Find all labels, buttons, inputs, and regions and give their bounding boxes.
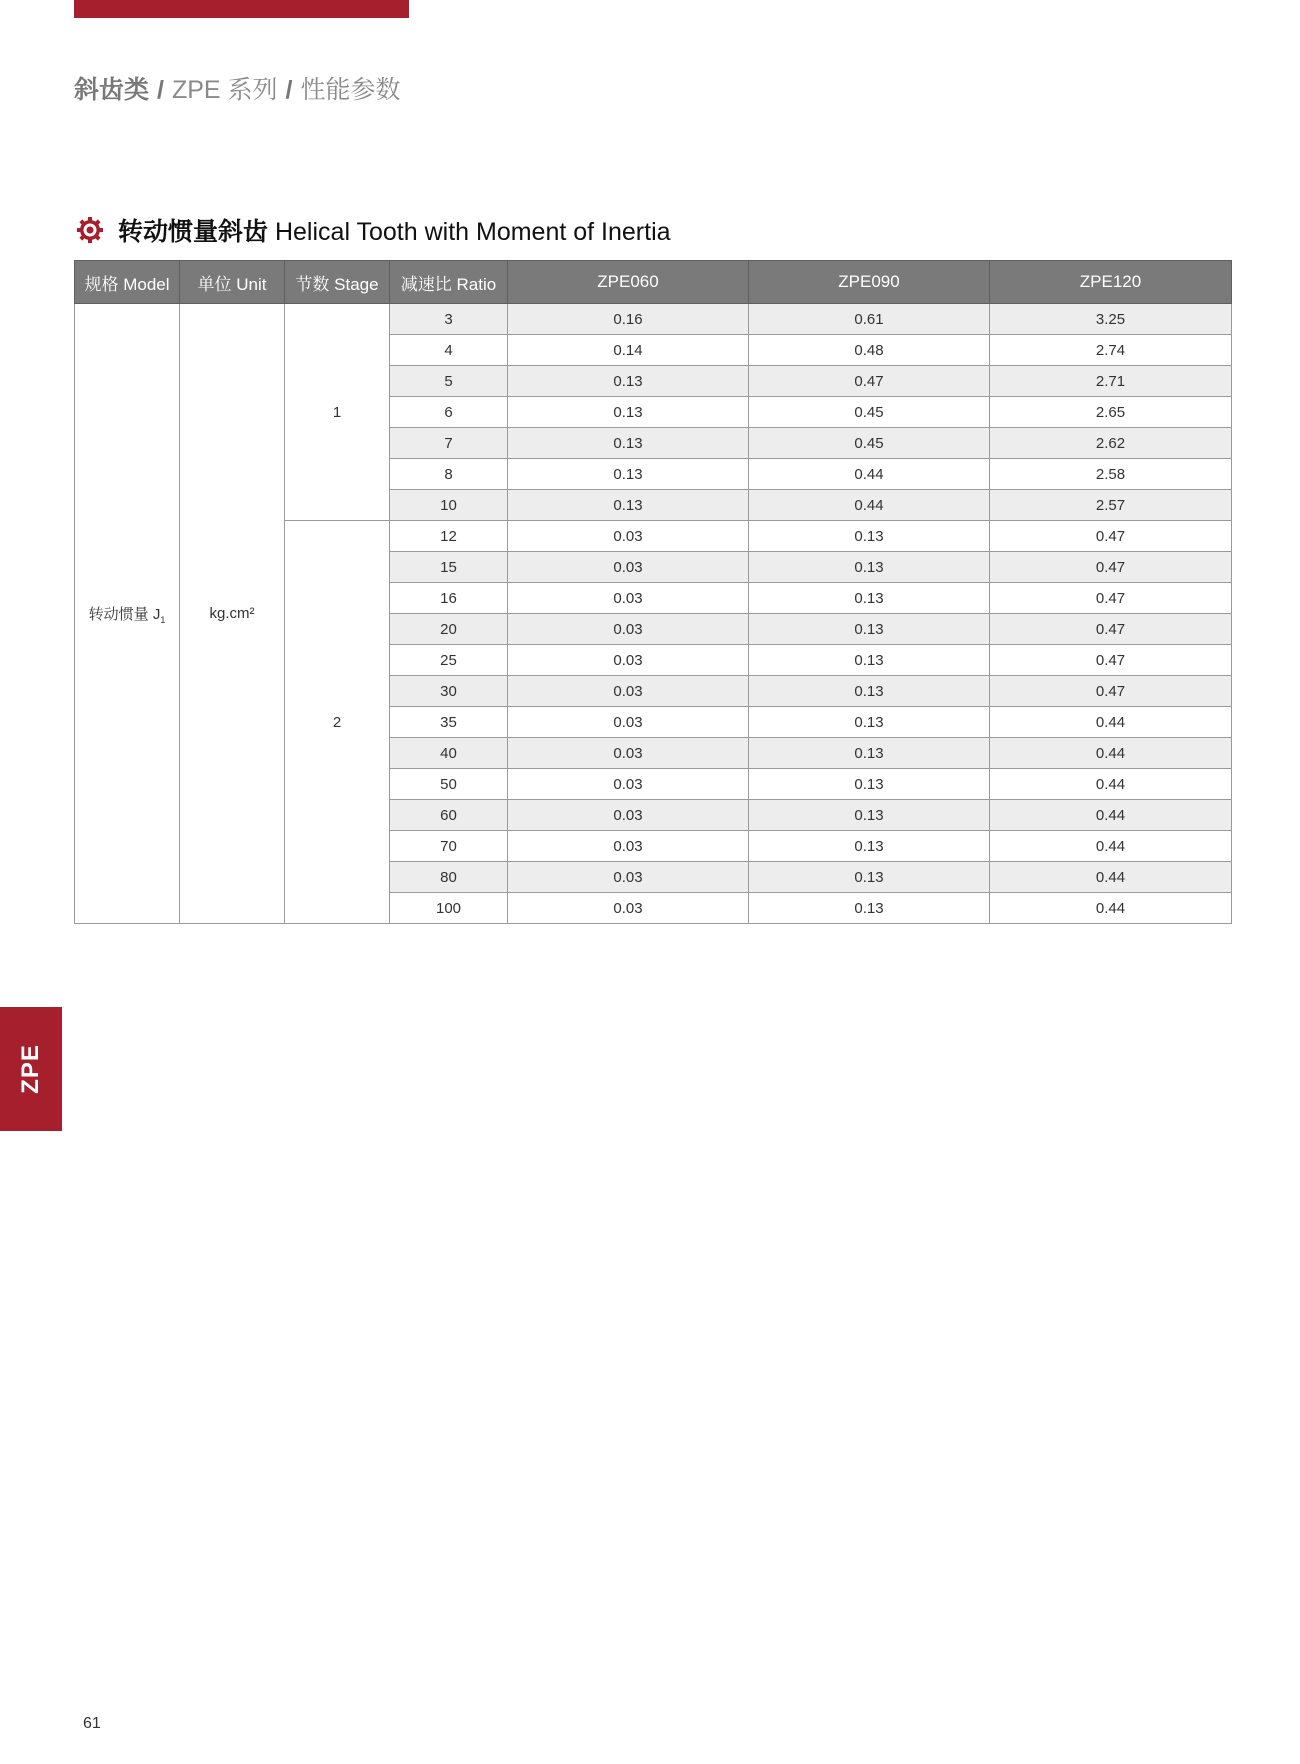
value-cell: 2.57 xyxy=(990,490,1232,521)
value-cell: 0.44 xyxy=(990,738,1232,769)
breadcrumb-separator: / xyxy=(157,76,164,104)
value-cell: 0.14 xyxy=(508,335,749,366)
inertia-table xyxy=(74,260,1232,924)
value-cell: 0.47 xyxy=(749,366,990,397)
header-zpe060: ZPE060 xyxy=(508,261,749,304)
table-header-row xyxy=(75,261,1232,304)
model-subscript: 1 xyxy=(160,614,166,625)
value-cell: 0.03 xyxy=(508,738,749,769)
value-cell: 0.61 xyxy=(749,304,990,335)
page-number: 61 xyxy=(83,1715,101,1732)
value-cell: 2.71 xyxy=(990,366,1232,397)
model-cell xyxy=(75,304,180,924)
ratio-cell: 20 xyxy=(390,614,508,645)
value-cell: 0.47 xyxy=(990,614,1232,645)
value-cell: 0.13 xyxy=(508,428,749,459)
value-cell: 0.13 xyxy=(749,862,990,893)
breadcrumb-separator: / xyxy=(285,76,293,104)
stage-cell: 2 xyxy=(285,521,390,924)
section-title xyxy=(76,212,671,248)
value-cell: 0.47 xyxy=(990,552,1232,583)
value-cell: 0.03 xyxy=(508,893,749,924)
value-cell: 0.13 xyxy=(508,490,749,521)
value-cell: 0.47 xyxy=(990,583,1232,614)
section-title-cn: 转动惯量斜齿 xyxy=(118,218,269,246)
value-cell: 0.03 xyxy=(508,583,749,614)
value-cell: 0.13 xyxy=(749,800,990,831)
header-model: 规格 Model xyxy=(75,261,180,304)
value-cell: 0.03 xyxy=(508,800,749,831)
value-cell: 0.45 xyxy=(749,397,990,428)
value-cell: 0.44 xyxy=(990,707,1232,738)
gear-icon xyxy=(76,216,104,244)
value-cell: 0.03 xyxy=(508,521,749,552)
value-cell: 0.13 xyxy=(749,552,990,583)
value-cell: 0.13 xyxy=(508,366,749,397)
ratio-cell: 3 xyxy=(390,304,508,335)
value-cell: 0.03 xyxy=(508,676,749,707)
value-cell: 0.03 xyxy=(508,831,749,862)
value-cell: 0.44 xyxy=(749,490,990,521)
value-cell: 0.47 xyxy=(990,645,1232,676)
value-cell: 0.47 xyxy=(990,676,1232,707)
value-cell: 0.03 xyxy=(508,614,749,645)
breadcrumb xyxy=(74,70,401,106)
section-title-en: Helical Tooth with Moment of Inertia xyxy=(274,218,671,246)
value-cell: 0.44 xyxy=(990,800,1232,831)
ratio-cell: 40 xyxy=(390,738,508,769)
value-cell: 2.62 xyxy=(990,428,1232,459)
value-cell: 0.03 xyxy=(508,769,749,800)
header-zpe090: ZPE090 xyxy=(749,261,990,304)
value-cell: 0.45 xyxy=(749,428,990,459)
header-unit: 单位 Unit xyxy=(180,261,285,304)
value-cell: 0.44 xyxy=(749,459,990,490)
ratio-cell: 6 xyxy=(390,397,508,428)
top-accent-bar xyxy=(74,0,409,18)
value-cell: 0.13 xyxy=(749,707,990,738)
ratio-cell: 15 xyxy=(390,552,508,583)
value-cell: 0.13 xyxy=(749,893,990,924)
ratio-cell: 80 xyxy=(390,862,508,893)
value-cell: 2.74 xyxy=(990,335,1232,366)
value-cell: 0.13 xyxy=(749,521,990,552)
value-cell: 0.16 xyxy=(508,304,749,335)
ratio-cell: 7 xyxy=(390,428,508,459)
side-tab xyxy=(0,1007,62,1131)
breadcrumb-category: 斜齿类 xyxy=(74,76,150,104)
value-cell: 0.44 xyxy=(990,893,1232,924)
value-cell: 0.03 xyxy=(508,707,749,738)
table-row xyxy=(75,304,1232,335)
value-cell: 0.03 xyxy=(508,862,749,893)
value-cell: 0.13 xyxy=(749,645,990,676)
value-cell: 0.03 xyxy=(508,645,749,676)
ratio-cell: 35 xyxy=(390,707,508,738)
header-stage: 节数 Stage xyxy=(285,261,390,304)
value-cell: 0.13 xyxy=(508,459,749,490)
ratio-cell: 25 xyxy=(390,645,508,676)
value-cell: 0.13 xyxy=(749,831,990,862)
value-cell: 0.13 xyxy=(749,583,990,614)
ratio-cell: 10 xyxy=(390,490,508,521)
value-cell: 0.13 xyxy=(749,614,990,645)
breadcrumb-series: ZPE 系列 xyxy=(171,76,278,104)
ratio-cell: 70 xyxy=(390,831,508,862)
ratio-cell: 60 xyxy=(390,800,508,831)
ratio-cell: 5 xyxy=(390,366,508,397)
value-cell: 3.25 xyxy=(990,304,1232,335)
model-label: 转动惯量 J xyxy=(88,605,161,623)
ratio-cell: 100 xyxy=(390,893,508,924)
ratio-cell: 12 xyxy=(390,521,508,552)
value-cell: 2.65 xyxy=(990,397,1232,428)
value-cell: 0.13 xyxy=(749,676,990,707)
ratio-cell: 30 xyxy=(390,676,508,707)
value-cell: 0.44 xyxy=(990,831,1232,862)
value-cell: 0.47 xyxy=(990,521,1232,552)
unit-cell: kg.cm² xyxy=(180,304,285,924)
header-ratio: 减速比 Ratio xyxy=(390,261,508,304)
value-cell: 0.13 xyxy=(749,738,990,769)
value-cell: 0.48 xyxy=(749,335,990,366)
value-cell: 0.03 xyxy=(508,552,749,583)
value-cell: 2.58 xyxy=(990,459,1232,490)
header-zpe120: ZPE120 xyxy=(990,261,1232,304)
value-cell: 0.13 xyxy=(749,769,990,800)
value-cell: 0.44 xyxy=(990,769,1232,800)
stage-cell: 1 xyxy=(285,304,390,521)
ratio-cell: 4 xyxy=(390,335,508,366)
breadcrumb-page: 性能参数 xyxy=(300,76,401,104)
value-cell: 0.44 xyxy=(990,862,1232,893)
ratio-cell: 50 xyxy=(390,769,508,800)
ratio-cell: 8 xyxy=(390,459,508,490)
ratio-cell: 16 xyxy=(390,583,508,614)
value-cell: 0.13 xyxy=(508,397,749,428)
side-tab-label: ZPE xyxy=(17,1044,44,1094)
